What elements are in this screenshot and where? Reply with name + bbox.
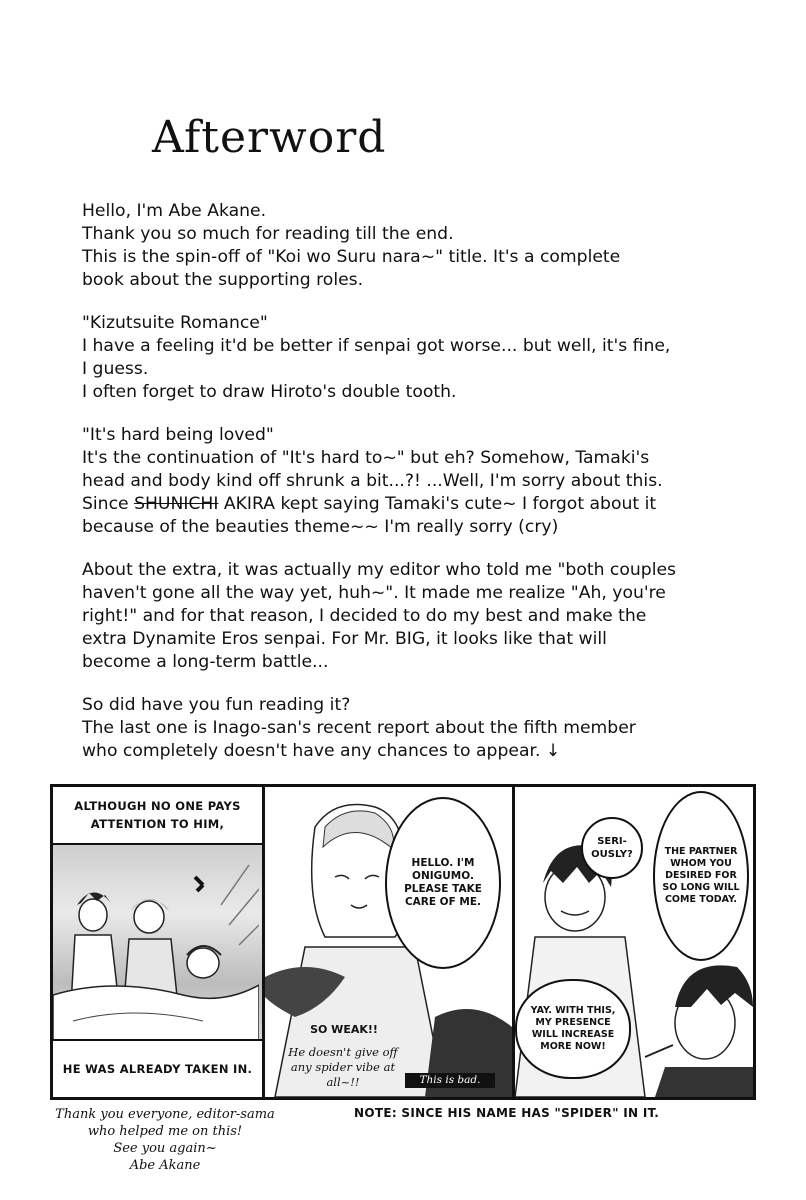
thought-bubble-yay: YAY. WITH THIS, MY PRESENCE WILL INCREASE MORE NOW! (515, 979, 631, 1079)
text-line: The last one is Inago-san's recent report about the fifth member (82, 718, 636, 738)
paragraph-kizutsuite (82, 312, 782, 404)
text-line: head and body kind off shrunk a bit...?! ...Well, I'm sorry about this. (82, 471, 663, 491)
thanks-signature: Abe Akane (129, 1158, 201, 1173)
party-scene-illustration (53, 845, 259, 1041)
struck-name: SHUNICHI (134, 494, 219, 514)
comic-panel-3 (515, 787, 753, 1097)
text-line: I guess. (82, 359, 149, 379)
text-fragment: AKIRA kept saying Tamaki's cute~ I forgot about it (218, 494, 657, 514)
comic-panel-1 (53, 787, 265, 1097)
text-fragment: Since (82, 494, 135, 514)
text-line: I often forget to draw Hiroto's double tooth. (82, 382, 457, 402)
text-line: It's the continuation of "It's hard to~" but eh? Somehow, Tamaki's (82, 448, 650, 468)
thanks-line: Thank you everyone, editor-sama (55, 1107, 275, 1122)
speech-bubble-hello: HELLO. I'M ONIGUMO. PLEASE TAKE CARE OF ME. (385, 797, 501, 969)
page-title: Afterword (152, 112, 387, 163)
text-line: book about the supporting roles. (82, 270, 364, 290)
thanks-line: See you again~ (113, 1141, 217, 1156)
paragraph-hard-being-loved (82, 424, 782, 539)
text-line: haven't gone all the way yet, huh~". It made me realize "Ah, you're (82, 583, 666, 603)
text-line: because of the beauties theme~~ I'm really sorry (cry) (82, 517, 559, 537)
paragraph-greeting (82, 200, 782, 292)
text-line: So did have you fun reading it? (82, 695, 351, 715)
text-line: I have a feeling it'd be better if senpai got worse... but well, it's fine, (82, 336, 671, 356)
text-line: This is the spin-off of "Koi wo Suru nara~" title. It's a complete (82, 247, 621, 267)
text-line: About the extra, it was actually my editor who told me "both couples (82, 560, 677, 580)
speech-bubble-partner: THE PARTNER WHOM YOU DESIRED FOR SO LONG WILL COME TODAY. (653, 791, 749, 961)
panel1-illustration (53, 845, 262, 1041)
thanks-note (30, 1106, 300, 1174)
thanks-line: who helped me on this! (87, 1124, 243, 1139)
text-line: Thank you so much for reading till the end. (82, 224, 454, 244)
text-line: extra Dynamite Eros senpai. For Mr. BIG, it looks like that will (82, 629, 607, 649)
translator-note: NOTE: SINCE HIS NAME HAS "SPIDER" IN IT. (354, 1106, 660, 1120)
handwritten-this-is-bad: This is bad. (405, 1073, 495, 1088)
text-line-with-strike (82, 493, 782, 516)
panel1-caption-bottom: HE WAS ALREADY TAKEN IN. (53, 1039, 262, 1097)
text-line: Hello, I'm Abe Akane. (82, 201, 267, 221)
caption-so-weak: SO WEAK!! (310, 1023, 378, 1036)
speech-bubble-seriously: SERI-OUSLY? (581, 817, 643, 879)
text-line: right!" and for that reason, I decided to do my best and make the (82, 606, 647, 626)
comic-strip (50, 784, 756, 1100)
paragraph-extra (82, 559, 782, 674)
handwritten-spider-vibe: He doesn't give off any spider vibe at all~!! (288, 1045, 398, 1089)
panel1-caption-top: ALTHOUGH NO ONE PAYS ATTENTION TO HIM, (53, 787, 262, 845)
paragraph-closing (82, 694, 782, 763)
comic-panel-2 (265, 787, 515, 1097)
text-line: "Kizutsuite Romance" (82, 313, 268, 333)
afterword-body (82, 200, 782, 783)
text-line: become a long-term battle... (82, 652, 329, 672)
text-line: who completely doesn't have any chances to appear. ↓ (82, 741, 561, 761)
text-line: "It's hard being loved" (82, 425, 274, 445)
